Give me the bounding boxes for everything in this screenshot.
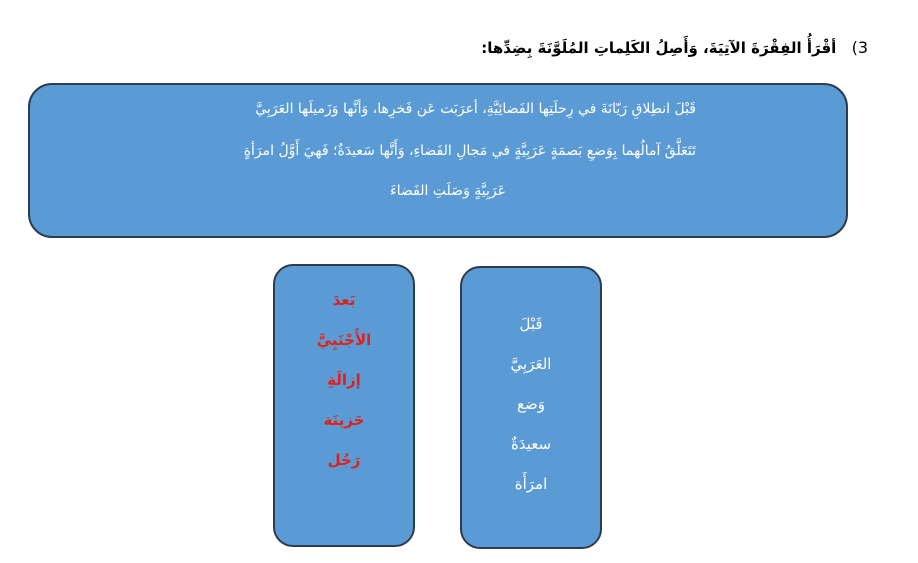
passage-box (28, 83, 848, 238)
passage-line-1: قَبْلَ انطِلاقِ رَيّانَةَ في رِحلَتِها الفَضائِيَّةِ، أعرَبَت عَن فَخرِها، وَأنَّها وَزَميلَها العَرَبِيَّ (255, 101, 696, 117)
opposite-word-5[interactable]: رَجُل (327, 451, 361, 469)
opposite-word-1[interactable]: بَعدَ (332, 291, 356, 309)
opposite-word-2[interactable]: الأَجْنَبِيَّ (316, 331, 372, 349)
passage-line-3: عَرَبِيَّةٍ وَصَلَتِ الفَضاءَ (390, 183, 506, 199)
source-word-3[interactable]: وَضع (517, 395, 545, 413)
passage-line-2: تَتَعَلَّقُ آمالُهما بِوَضعِ بَصمَةٍ عَرَبِيَّةٍ في مَجالِ الفَضاءِ، وَأَنَّها سَعيدَةٌ؛ فَهيَ أَوَّلُ امرَأةٍ (243, 143, 696, 159)
source-word-4[interactable]: سعيدَةٌ (510, 435, 552, 453)
question-heading (40, 34, 868, 62)
source-word-1[interactable]: قَبْلَ (519, 315, 543, 333)
opposites-list (275, 280, 413, 480)
opposite-word-4[interactable]: حَزينَة (323, 411, 365, 429)
source-word-5[interactable]: امرَأَة (514, 475, 548, 493)
opposite-word-3[interactable]: إزالَةِ (327, 371, 361, 389)
opposites-box (273, 264, 415, 547)
question-number: 3) (851, 38, 868, 57)
words-box (460, 266, 602, 549)
question-text: أقْرَأُ الفِقْرَةَ الآتِيَةَ، وَأَصِلُ الكَلِماتِ المُلَوَّنَةَ بِضِدِّها: (481, 39, 837, 57)
source-word-2[interactable]: العَرَبِيَّ (510, 355, 552, 373)
words-list (462, 304, 600, 504)
